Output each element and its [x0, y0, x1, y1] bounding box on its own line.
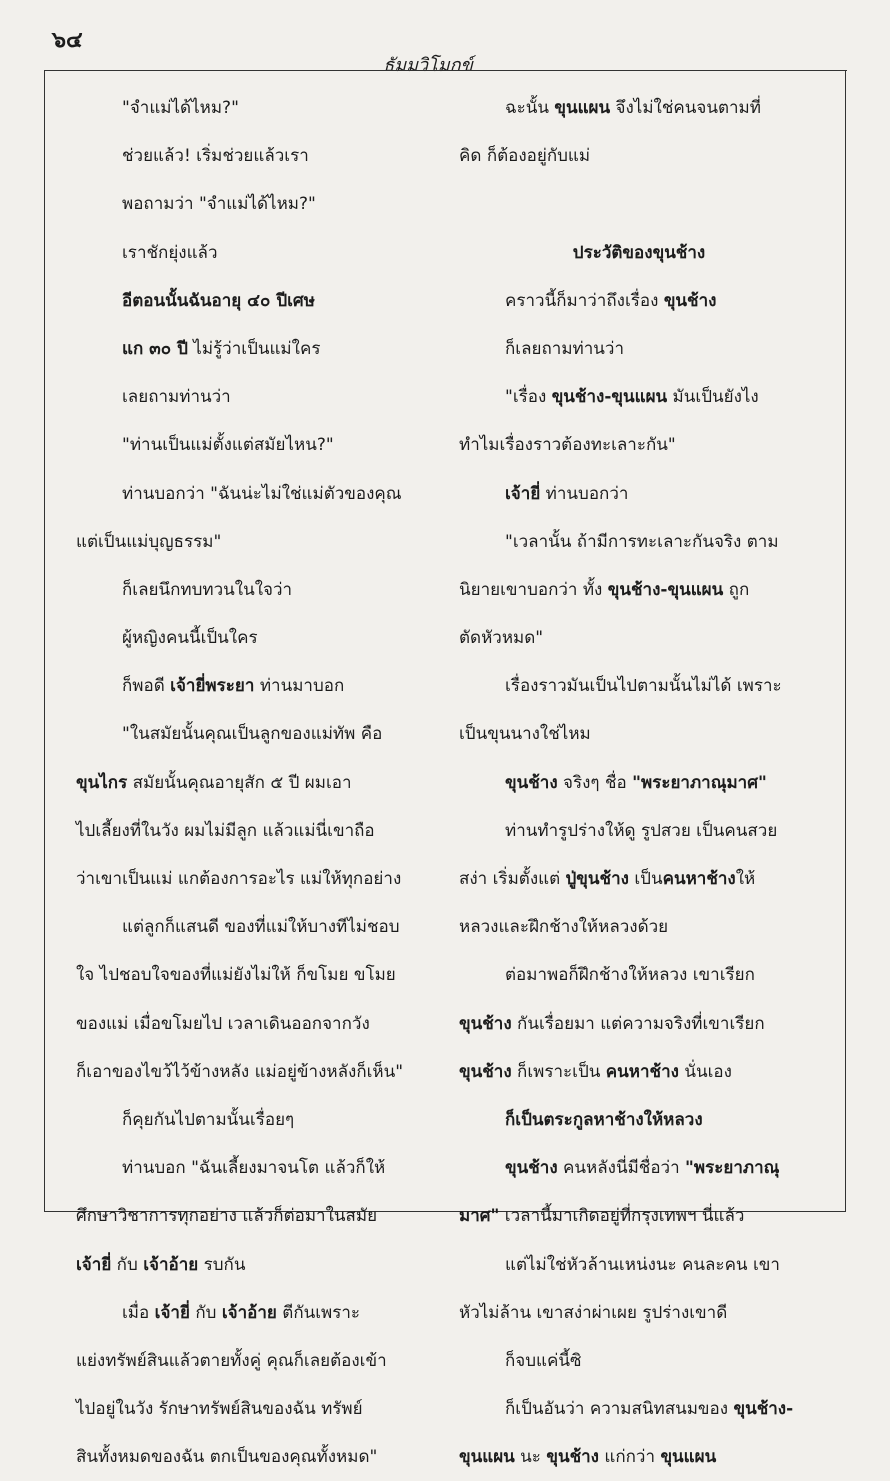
bold-name: คนหาช้าง	[605, 1061, 679, 1082]
left-column-line: ท่านบอก "ฉันเลี้ยงมาจนโต แล้วก็ให้	[122, 1158, 386, 1179]
left-column-line: ขุนไกร สมัยนั้นคุณอายุสัก ๕ ปี ผมเอา	[76, 772, 352, 793]
left-column-line: ช่วยแล้ว! เริ่มช่วยแล้วเรา	[122, 146, 309, 167]
right-column-line: มาศ" เวลานี้มาเกิดอยู่ที่กรุงเทพฯ นี่แล้ว	[459, 1206, 745, 1227]
left-column-line: อีตอนนั้นฉันอายุ ๔๐ ปีเศษ	[122, 290, 315, 311]
right-column-line: เจ้ายี่ ท่านบอกว่า	[505, 483, 629, 504]
left-column-line: "ท่านเป็นแม่ตั้งแต่สมัยไหน?"	[122, 435, 334, 456]
bold-name: มาศ"	[459, 1206, 500, 1227]
left-column	[76, 84, 436, 1481]
left-column-line: ผู้หญิงคนนี้เป็นใคร	[122, 628, 258, 649]
right-column-line: หลวงและฝึกช้างให้หลวงด้วย	[459, 917, 669, 938]
right-column-line: สง่า เริ่มตั้งแต่ ปู่ขุนช้าง เป็นคนหาช้างให้	[459, 869, 756, 889]
right-column-line: คราวนี้ก็มาว่าถึงเรื่อง ขุนช้าง	[505, 290, 717, 311]
left-column-line: ของแม่ เมื่อขโมยไป เวลาเดินออกจากวัง	[76, 1013, 370, 1034]
bold-name: เจ้ายี่	[154, 1302, 190, 1323]
left-column-line: แก ๓๐ ปี ไม่รู้ว่าเป็นแม่ใคร	[122, 338, 321, 359]
right-column-line: "เรื่อง ขุนช้าง-ขุนแผน มันเป็นยังไง	[505, 387, 759, 408]
left-column-line: "ในสมัยนั้นคุณเป็นลูกของแม่ทัพ คือ	[122, 724, 383, 745]
bold-name: ขุนช้าง	[505, 772, 558, 793]
bold-name: ขุนแผน	[459, 1447, 515, 1468]
bold-name: เจ้ายี่พระยา	[170, 676, 255, 697]
right-column-line: คิด ก็ต้องอยู่กับแม่	[459, 146, 591, 167]
left-column-line: แต่เป็นแม่บุญธรรม"	[76, 531, 222, 552]
left-column-line: ไปเลี้ยงที่ในวัง ผมไม่มีลูก แล้วแม่นี่เขาถือ	[76, 820, 375, 841]
left-column-line: เมื่อ เจ้ายี่ กับ เจ้าอ้าย ตีกันเพราะ	[122, 1302, 361, 1323]
left-column-line: "จำแม่ได้ไหม?"	[122, 98, 239, 118]
bold-name: ขุนช้าง-ขุนแผน	[607, 579, 724, 600]
bold-name: ขุนช้าง	[459, 1013, 512, 1034]
bold-name: เจ้ายี่	[505, 483, 541, 504]
bold-name: ขุนไกร	[76, 772, 128, 793]
right-column	[459, 84, 819, 1481]
right-column-line: ต่อมาพอก็ฝึกช้างให้หลวง เขาเรียก	[505, 965, 755, 986]
bold-name: ขุนช้าง-	[733, 1399, 794, 1420]
bold-name: ขุนช้าง-ขุนแผน	[551, 387, 668, 408]
bold-name: "พระยาภาณุมาศ"	[632, 772, 767, 793]
right-column-line: ฉะนั้น ขุนแผน จึงไม่ใช่คนจนตามที่	[505, 98, 761, 118]
bold-name: ขุนช้าง	[663, 290, 717, 311]
right-column-line: ขุนช้าง จริงๆ ชื่อ "พระยาภาณุมาศ"	[505, 772, 767, 793]
right-column-line	[459, 180, 819, 228]
bold-name: เจ้าอ้าย	[143, 1254, 199, 1275]
running-title: ธัมมวิโมกข์	[350, 50, 506, 79]
left-column-line: สินทั้งหมดของฉัน ตกเป็นของคุณทั้งหมด"	[76, 1447, 378, 1468]
right-column-line: เรื่องราวมันเป็นไปตามนั้นไม่ได้ เพราะ	[505, 676, 782, 697]
left-column-line: ศึกษาวิชาการทุกอย่าง แล้วก็ต่อมาในสมัย	[76, 1206, 378, 1227]
bold-name: ขุนช้าง	[546, 1447, 599, 1468]
left-column-line: ใจ ไปชอบใจของที่แม่ยังไม่ให้ ก็ขโมย ขโมย	[76, 965, 396, 986]
right-column-line: ขุนช้าง คนหลังนี่มีชื่อว่า "พระยาภาณุ	[505, 1158, 780, 1179]
right-column-line: เป็นขุนนางใช่ไหม	[459, 724, 591, 745]
left-column-line: เราชักยุ่งแล้ว	[122, 242, 218, 263]
left-column-line: ก็คุยกันไปตามนั้นเรื่อยๆ	[122, 1109, 295, 1130]
bold-name: เจ้าอ้าย	[221, 1302, 277, 1323]
right-column-line: ก็เป็นอันว่า ความสนิทสนมของ ขุนช้าง-	[505, 1399, 794, 1420]
bold-name: ขุนช้าง	[459, 1061, 512, 1082]
left-column-line: ก็พอดี เจ้ายี่พระยา ท่านมาบอก	[122, 676, 345, 697]
right-column-line: นิยายเขาบอกว่า ทั้ง ขุนช้าง-ขุนแผน ถูก	[459, 579, 750, 600]
left-column-line: แย่งทรัพย์สินแล้วตายทั้งคู่ คุณก็เลยต้องเข้า	[76, 1350, 387, 1371]
left-column-line: ก็เอาของไขว้ไว้ข้างหลัง แม่อยู่ข้างหลังก็เห็น"	[76, 1061, 404, 1082]
left-column-line: ว่าเขาเป็นแม่ แกต้องการอะไร แม่ให้ทุกอย่าง	[76, 869, 402, 889]
left-column-line: แต่ลูกก็แสนดี ของที่แม่ให้บางทีไม่ชอบ	[122, 917, 400, 938]
right-column-line: ทำไมเรื่องราวต้องทะเลาะกัน"	[459, 435, 676, 456]
right-column-line: หัวไม่ล้าน เขาสง่าผ่าเผย รูปร่างเขาดี	[459, 1302, 728, 1323]
right-column-line: ขุนช้าง ก็เพราะเป็น คนหาช้าง นั่นเอง	[459, 1061, 732, 1082]
page-number: ๖๔	[52, 28, 83, 53]
left-column-line: เจ้ายี่ กับ เจ้าอ้าย รบกัน	[76, 1254, 246, 1275]
left-column-line: ก็เลยนึกทบทวนในใจว่า	[122, 579, 293, 600]
bold-name: "พระยาภาณุ	[685, 1158, 780, 1179]
right-column-line: ขุนช้าง กันเรื่อยมา แต่ความจริงที่เขาเรียก	[459, 1013, 765, 1034]
right-column-line: ประวัติของขุนช้าง	[572, 242, 706, 263]
left-column-line: ไปอยู่ในวัง รักษาทรัพย์สินของฉัน ทรัพย์	[76, 1399, 363, 1420]
left-column-line: พอถามว่า "จำแม่ได้ไหม?"	[122, 194, 316, 215]
bold-name: ขุนแผน	[660, 1447, 717, 1468]
left-column-line: เลยถามท่านว่า	[122, 387, 231, 408]
right-column-line: ก็เป็นตระกูลหาช้างให้หลวง	[505, 1109, 703, 1130]
bold-name: ขุนแผน	[554, 98, 611, 118]
right-column-line: แต่ไม่ใช่หัวล้านเหน่งนะ คนละคน เขา	[505, 1254, 780, 1275]
bold-name: แก ๓๐ ปี	[122, 338, 188, 359]
right-column-line: "เวลานั้น ถ้ามีการทะเลาะกันจริง ตาม	[505, 531, 779, 552]
right-column-line: ก็จบแค่นี้ซิ	[505, 1350, 582, 1371]
bold-name: ขุนช้าง	[505, 1158, 558, 1179]
bold-name: เจ้ายี่	[76, 1254, 112, 1275]
bold-name: ปู่ขุนช้าง	[565, 869, 629, 889]
bold-name: คนหาช้าง	[662, 869, 736, 889]
right-column-line: ท่านทำรูปร่างให้ดู รูปสวย เป็นคนสวย	[505, 820, 778, 841]
right-column-line: ตัดหัวหมด"	[459, 628, 544, 649]
right-column-line: ก็เลยถามท่านว่า	[505, 338, 624, 359]
right-column-line: ขุนแผน นะ ขุนช้าง แก่กว่า ขุนแผน	[459, 1447, 717, 1468]
left-column-line: ท่านบอกว่า "ฉันน่ะไม่ใช่แม่ตัวของคุณ	[122, 483, 402, 504]
